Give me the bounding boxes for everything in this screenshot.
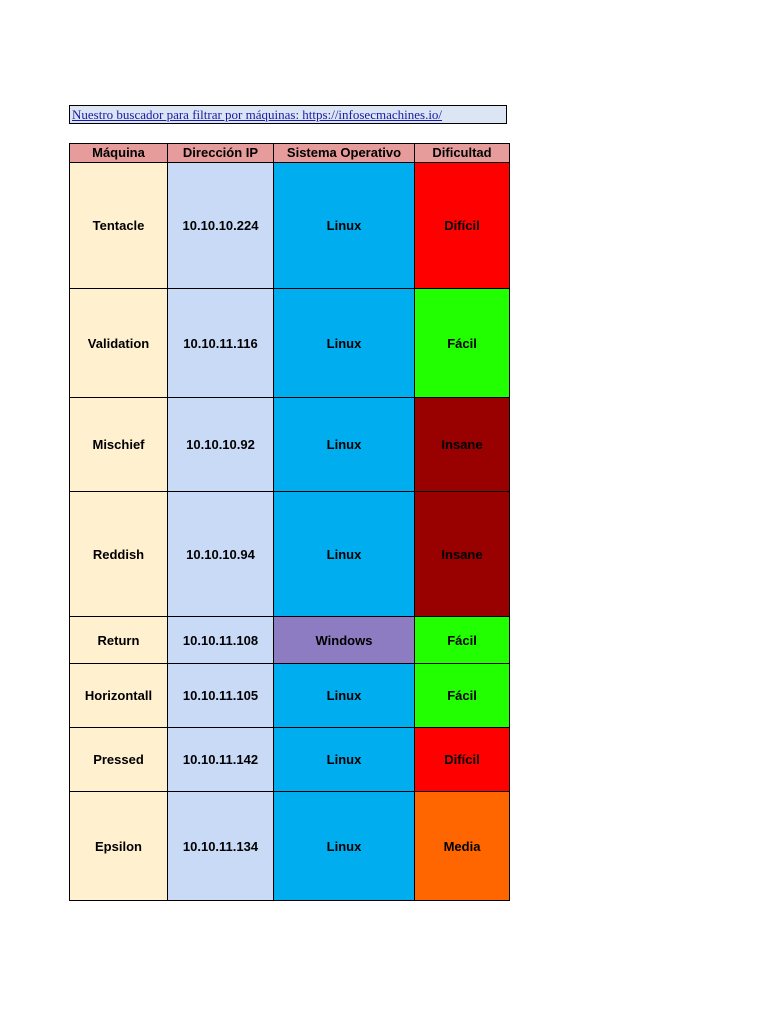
table-row — [70, 792, 510, 901]
machine-name-cell: Epsilon — [70, 792, 168, 901]
difficulty-cell: Media — [415, 792, 510, 901]
machine-name-cell: Horizontall — [70, 664, 168, 728]
table-row — [70, 492, 510, 617]
difficulty-cell: Fácil — [415, 664, 510, 728]
header-operating-system: Sistema Operativo — [274, 144, 415, 163]
ip-address-cell: 10.10.10.94 — [168, 492, 274, 617]
ip-address-cell: 10.10.11.105 — [168, 664, 274, 728]
ip-address-cell: 10.10.11.142 — [168, 728, 274, 792]
header-ip-address: Dirección IP — [168, 144, 274, 163]
difficulty-cell: Insane — [415, 492, 510, 617]
os-cell: Linux — [274, 792, 415, 901]
os-cell: Linux — [274, 664, 415, 728]
machine-name-cell: Return — [70, 617, 168, 664]
machine-name-cell: Validation — [70, 289, 168, 398]
table-header-row — [70, 144, 510, 163]
header-machine: Máquina — [70, 144, 168, 163]
machines-table — [69, 143, 510, 901]
ip-address-cell: 10.10.11.108 — [168, 617, 274, 664]
ip-address-cell: 10.10.11.116 — [168, 289, 274, 398]
os-cell: Linux — [274, 398, 415, 492]
table-row — [70, 289, 510, 398]
ip-address-cell: 10.10.10.92 — [168, 398, 274, 492]
os-cell: Linux — [274, 492, 415, 617]
table-row — [70, 617, 510, 664]
table-row — [70, 398, 510, 492]
difficulty-cell: Difícil — [415, 163, 510, 289]
machine-name-cell: Reddish — [70, 492, 168, 617]
ip-address-cell: 10.10.10.224 — [168, 163, 274, 289]
os-cell: Linux — [274, 289, 415, 398]
table-row — [70, 664, 510, 728]
machine-name-cell: Mischief — [70, 398, 168, 492]
machine-name-cell: Tentacle — [70, 163, 168, 289]
os-cell: Linux — [274, 728, 415, 792]
difficulty-cell: Fácil — [415, 617, 510, 664]
difficulty-cell: Difícil — [415, 728, 510, 792]
difficulty-cell: Insane — [415, 398, 510, 492]
table-row — [70, 163, 510, 289]
header-difficulty: Dificultad — [415, 144, 510, 163]
difficulty-cell: Fácil — [415, 289, 510, 398]
machine-name-cell: Pressed — [70, 728, 168, 792]
os-cell: Windows — [274, 617, 415, 664]
table-row — [70, 728, 510, 792]
os-cell: Linux — [274, 163, 415, 289]
ip-address-cell: 10.10.11.134 — [168, 792, 274, 901]
search-link-banner[interactable]: Nuestro buscador para filtrar por máquinas: https://infosecmachines.io/ — [69, 105, 507, 124]
